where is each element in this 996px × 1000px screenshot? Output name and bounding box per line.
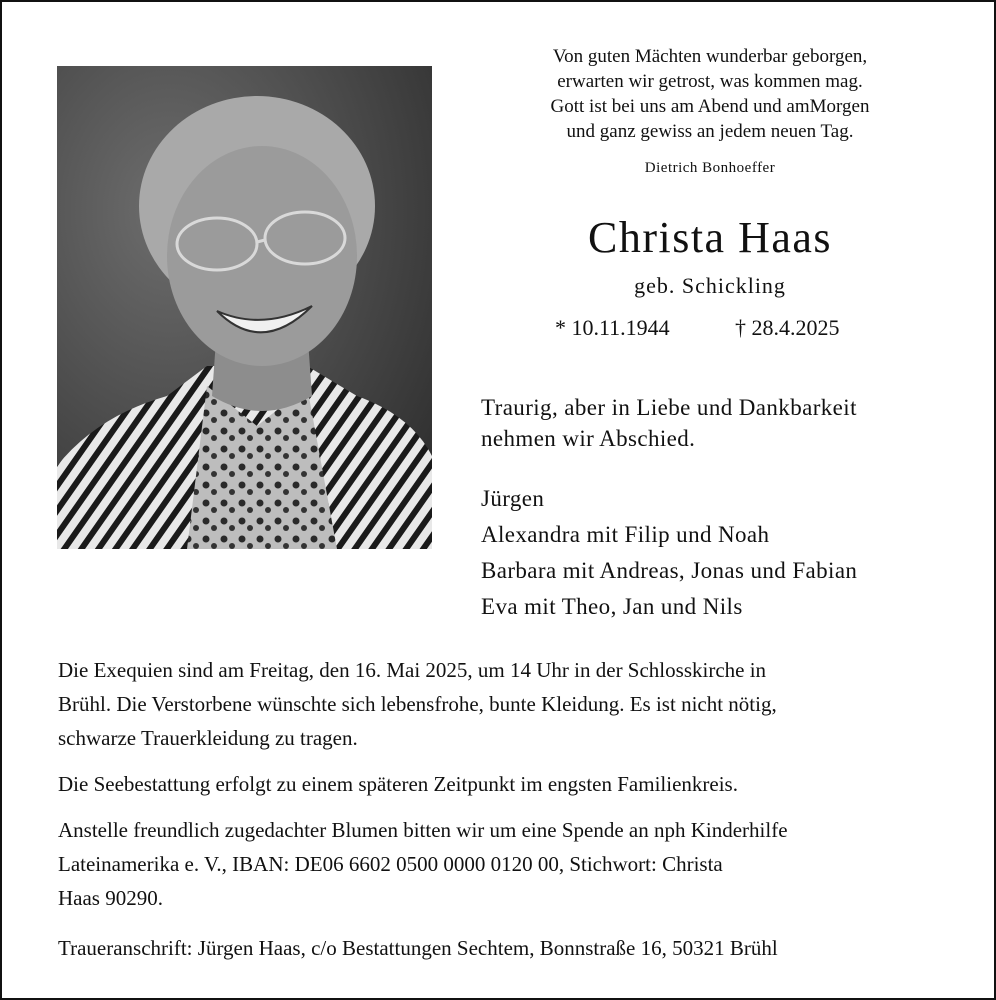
farewell-sentence: [481, 392, 961, 454]
paragraph-line: Traueranschrift: Jürgen Haas, c/o Bestattungen Sechtem, Bonnstraße 16, 50321 Brühl: [58, 936, 778, 960]
birth-date: * 10.11.1944: [555, 315, 670, 340]
death-date: † 28.4.2025: [735, 315, 840, 340]
quote-author: Dietrich Bonhoeffer: [644, 160, 776, 176]
paragraph-line: Die Exequien sind am Freitag, den 16. Mai 2025, um 14 Uhr in der Schlosskirche in: [58, 658, 767, 682]
family-member: Alexandra mit Filip und Noah: [481, 522, 770, 547]
quote-line: Gott ist bei uns am Abend und amMorgen: [550, 96, 870, 117]
quote-line: und ganz gewiss an jedem neuen Tag.: [566, 121, 854, 142]
quote-line: Von guten Mächten wunderbar geborgen,: [552, 46, 868, 67]
family-member: Eva mit Theo, Jan und Nils: [481, 594, 743, 619]
portrait-photo: [57, 66, 432, 549]
quote-block: [500, 44, 920, 144]
paragraph-line: Haas 90290.: [58, 886, 163, 910]
family-list: [481, 481, 961, 625]
farewell-line: nehmen wir Abschied.: [481, 426, 696, 451]
seebestattung-paragraph: [58, 767, 948, 801]
paragraph-line: Lateinamerika e. V., IBAN: DE06 6602 0500 0000 0120 00, Stichwort: Christa: [58, 852, 723, 876]
family-member: Jürgen: [481, 486, 545, 511]
paragraph-line: Anstelle freundlich zugedachter Blumen bitten wir um eine Spende an nph Kinderhilfe: [58, 818, 788, 842]
life-dates: [555, 315, 885, 345]
paragraph-line: Brühl. Die Verstorbene wünschte sich lebensfrohe, bunte Kleidung. Es ist nicht nötig,: [58, 692, 777, 716]
donation-paragraph: [58, 813, 948, 915]
paragraph-line: schwarze Trauerkleidung zu tragen.: [58, 726, 358, 750]
mourning-address: [58, 931, 948, 965]
paragraph-line: Die Seebestattung erfolgt zu einem späteren Zeitpunkt im engsten Familienkreis.: [58, 772, 738, 796]
maiden-name: geb. Schickling: [634, 273, 786, 298]
family-member: Barbara mit Andreas, Jonas und Fabian: [481, 558, 858, 583]
exequien-paragraph: [58, 653, 948, 755]
deceased-name: Christa Haas: [587, 213, 833, 262]
farewell-line: Traurig, aber in Liebe und Dankbarkeit: [481, 395, 857, 420]
quote-line: erwarten wir getrost, was kommen mag.: [557, 71, 863, 92]
